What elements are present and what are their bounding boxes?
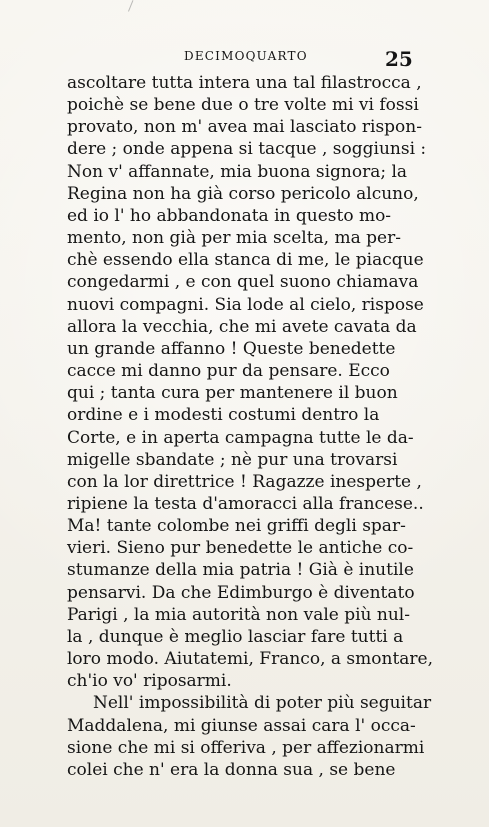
body-text [67, 72, 433, 781]
text-line-29: Nell' impossibilità di poter più seguitar [93, 693, 432, 714]
text-line-32: colei che n' era la donna sua , se bene [67, 759, 396, 780]
text-line-27: loro modo. Aiutatemi, Franco, a smontare, [67, 649, 433, 670]
running-head: DECIMOQUARTO [184, 49, 308, 63]
text-line-24: pensarvi. Da che Edimburgo è diventato [67, 582, 415, 603]
text-line-31: sione che mi si offeriva , per affezionarmi [67, 737, 425, 758]
text-line-12: allora la vecchia, che mi avete cavata da [67, 316, 417, 337]
text-line-1: ascoltare tutta intera una tal filastrocca , [67, 73, 422, 93]
text-line-17: Corte, e in aperta campagna tutte le da- [67, 427, 414, 448]
text-line-8: mento, non già per mia scelta, ma per- [67, 228, 401, 249]
text-line-28: ch'io vo' riposarmi. [67, 671, 232, 692]
text-line-5: Non v' affannate, mia buona signora; la [67, 161, 408, 182]
text-line-10: congedarmi , e con quel suono chiamava [67, 272, 419, 293]
text-line-23: stumanze della mia patria ! Già è inutile [67, 560, 414, 581]
text-line-19: con la lor direttrice ! Ragazze inesperte , [67, 471, 422, 492]
text-line-13: un grande affanno ! Queste benedette [67, 338, 396, 359]
text-line-25: Parigi , la mia autorità non vale più nul- [67, 604, 410, 625]
text-line-2: poichè se bene due o tre volte mi vi fossi [67, 95, 419, 116]
text-line-16: ordine e i modesti costumi dentro la [67, 405, 380, 426]
text-line-18: migelle sbandate ; nè pur una trovarsi [67, 449, 398, 470]
text-line-9: chè essendo ella stanca di me, le piacque [67, 250, 424, 271]
text-line-6: Regina non ha già corso pericolo alcuno, [67, 183, 419, 204]
text-line-7: ed io l' ho abbandonata in questo mo- [67, 205, 392, 226]
text-line-21: Ma! tante colombe nei griffi degli spar- [67, 516, 406, 537]
text-line-3: provato, non m' avea mai lasciato rispon- [67, 117, 422, 138]
text-line-11: nuovi compagni. Sia lode al cielo, rispose [67, 294, 424, 315]
text-line-22: vieri. Sieno pur benedette le antiche co- [67, 538, 414, 559]
text-line-15: qui ; tanta cura per mantenere il buon [67, 383, 398, 404]
page-mark [128, 0, 139, 14]
text-line-26: la , dunque è meglio lasciar fare tutti a [67, 626, 404, 647]
text-line-20: ripiene la testa d'amoracci alla francese.. [67, 493, 424, 514]
page-number: 25 [385, 47, 413, 71]
text-line-30: Maddalena, mi giunse assai cara l' occa- [67, 715, 416, 736]
text-line-4: dere ; onde appena si tacque , soggiunsi : [67, 139, 427, 160]
text-line-14: cacce mi danno pur da pensare. Ecco [67, 361, 390, 382]
